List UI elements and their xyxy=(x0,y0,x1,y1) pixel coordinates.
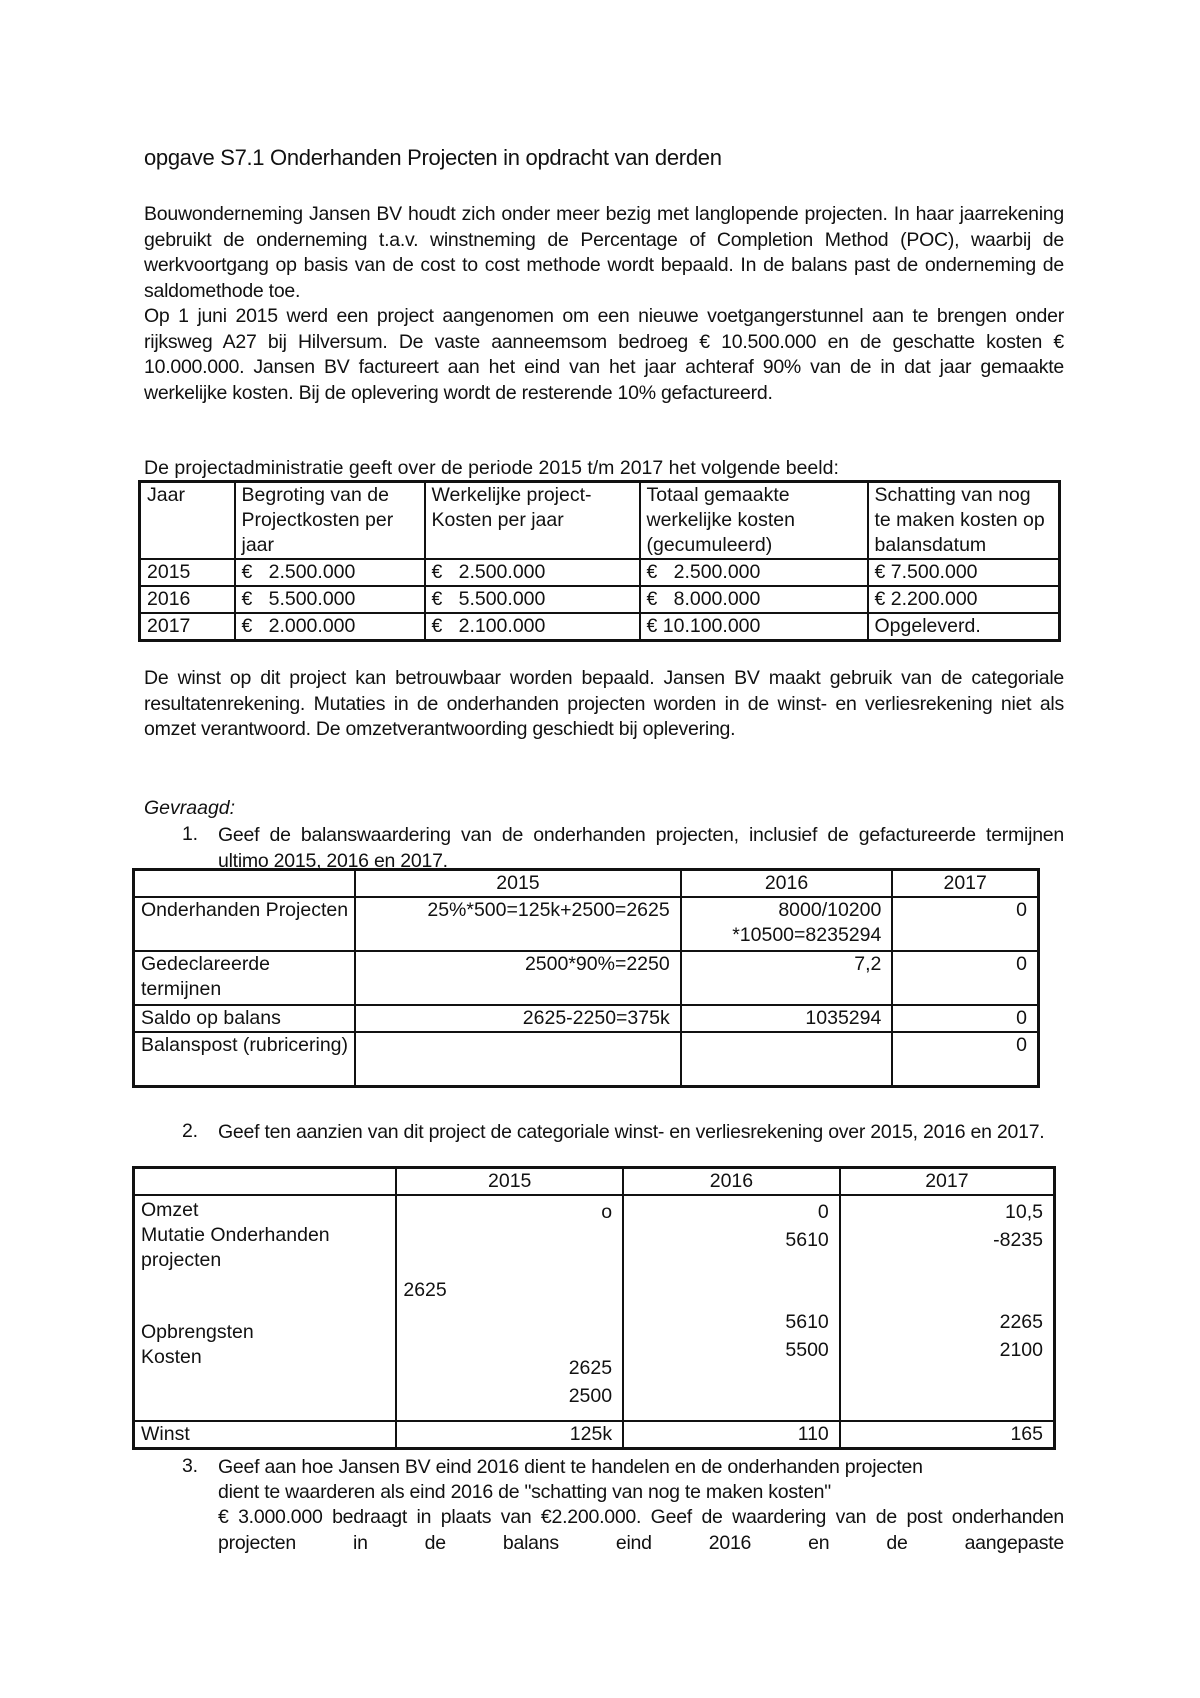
table-row xyxy=(134,897,1039,951)
cell-2016: 7,2 xyxy=(681,951,893,1005)
value-omzet: 10,5 xyxy=(1005,1201,1043,1223)
label-winst: Winst xyxy=(134,1421,397,1449)
winst-2015: 125k xyxy=(396,1421,623,1449)
balance-table xyxy=(132,868,1040,1088)
label-mutatie: Mutatie Onderhanden xyxy=(141,1224,330,1246)
value-omzet: 0 xyxy=(817,1201,829,1223)
table-row-winst xyxy=(134,1421,1055,1449)
table-intro: De projectadministratie geeft over de periode 2015 t/m 2017 het volgende beeld: xyxy=(144,457,839,479)
label-kosten: Kosten xyxy=(141,1346,202,1368)
header-werkelijke: Werkelijke project- Kosten per jaar xyxy=(425,482,640,560)
col-2016 xyxy=(623,1195,840,1421)
table-header-row xyxy=(134,1168,1055,1196)
value-kosten: 5500 xyxy=(785,1339,829,1361)
cell-2016-line-2: *10500=8235294 xyxy=(732,924,882,946)
value-mutatie: 2625 xyxy=(403,1279,447,1301)
value-opbrengsten: 5610 xyxy=(785,1311,829,1333)
method-paragraph: De winst op dit project kan betrouwbaar worden bepaald. Jansen BV maakt gebruik van de categoriale resultatenrekening. Mutaties in de onderhanden projecten worden in de winst- en verliesrekening niet als omzet verantwoord. De omzetverantwoording geschiedt bij oplevering. xyxy=(144,667,1064,740)
question-2-text: Geef ten aanzien van dit project de categoriale winst- en verliesrekening over 2015, 2016 en 2017. xyxy=(218,1121,1045,1143)
cell-2015: 2625-2250=375k xyxy=(355,1005,681,1032)
cell-2016 xyxy=(681,897,893,951)
header-2015: 2015 xyxy=(355,870,681,898)
cell-werkelijke: € 5.500.000 xyxy=(425,586,640,613)
header-empty xyxy=(134,870,356,898)
value-kosten: 2100 xyxy=(999,1339,1043,1361)
header-2016: 2016 xyxy=(623,1168,840,1196)
value-mutatie: -8235 xyxy=(993,1229,1043,1251)
table-row xyxy=(134,951,1039,1005)
cell-2017: 0 xyxy=(892,1032,1038,1086)
cell-schatting: Opgeleverd. xyxy=(868,613,1060,641)
table-header-row xyxy=(140,482,1060,560)
row-label: Balanspost (rubricering) xyxy=(134,1032,356,1086)
project-table xyxy=(138,480,1061,642)
page-title: opgave S7.1 Onderhanden Projecten in opdracht van derden xyxy=(144,145,722,170)
cell-year: 2016 xyxy=(140,586,235,613)
question-3-line-2: dient te waarderen als eind 2016 de "schatting van nog te maken kosten" xyxy=(218,1481,831,1503)
value-omzet: o xyxy=(601,1201,613,1223)
header-2017: 2017 xyxy=(840,1168,1055,1196)
intro-paragraph: Bouwonderneming Jansen BV houdt zich onder meer bezig met langlopende projecten. In haar jaarrekening gebruikt de onderneming t.a.v. winstneming de Percentage of Completion Method (POC), waarbij de werkvoortgang op basis van de cost to cost methode wordt bepaald. In de balans past de onderneming de saldomethode toe. xyxy=(144,203,1064,302)
row-label: Gedeclareerde termijnen xyxy=(134,951,356,1005)
table-header-row xyxy=(134,870,1039,898)
cell-werkelijke: € 2.100.000 xyxy=(425,613,640,641)
cell-begroting: € 5.500.000 xyxy=(235,586,425,613)
header-jaar: Jaar xyxy=(140,482,235,560)
header-2015: 2015 xyxy=(396,1168,623,1196)
header-2017: 2017 xyxy=(892,870,1038,898)
col-2015 xyxy=(396,1195,623,1421)
cell-werkelijke: € 2.500.000 xyxy=(425,559,640,586)
label-opbrengsten: Opbrengsten xyxy=(141,1321,254,1343)
cell-2016: 1035294 xyxy=(681,1005,893,1032)
profit-loss-table xyxy=(132,1166,1056,1450)
cell-year: 2017 xyxy=(140,613,235,641)
cell-totaal: € 10.100.000 xyxy=(640,613,868,641)
cell-2016-line-1: 8000/10200 xyxy=(778,899,882,921)
winst-2016: 110 xyxy=(623,1421,840,1449)
question-1-number: 1. xyxy=(182,823,198,845)
label-omzet: Omzet xyxy=(141,1199,199,1221)
header-schatting: Schatting van nog te maken kosten op balansdatum xyxy=(868,482,1060,560)
table-row xyxy=(134,1032,1039,1086)
header-begroting: Begroting van de Projectkosten per jaar xyxy=(235,482,425,560)
question-3-number: 3. xyxy=(182,1455,198,1477)
value-opbrengsten: 2265 xyxy=(999,1311,1043,1333)
table-row xyxy=(134,1195,1055,1421)
label-projecten: projecten xyxy=(141,1249,222,1271)
cell-2017: 0 xyxy=(892,1005,1038,1032)
header-empty xyxy=(134,1168,397,1196)
col-2017 xyxy=(840,1195,1055,1421)
project-paragraph: Op 1 juni 2015 werd een project aangenomen om een nieuwe voetgangerstunnel aan te brengen onder rijksweg A27 bij Hilversum. De vaste aanneemsom bedroeg € 10.500.000 en de geschatte kosten € 10.000.000. Jansen BV factureert aan het eind van het jaar achteraf 90% van de in dat jaar gemaakte werkelijke kosten. Bij de oplevering wordt de resterende 10% gefactureerd. xyxy=(144,305,1064,404)
row-labels xyxy=(134,1195,397,1421)
cell-2015: 2500*90%=2250 xyxy=(355,951,681,1005)
table-row xyxy=(134,1005,1039,1032)
row-label: Onderhanden Projecten xyxy=(134,897,356,951)
row-label: Saldo op balans xyxy=(134,1005,356,1032)
value-mutatie: 5610 xyxy=(785,1229,829,1251)
winst-2017: 165 xyxy=(840,1421,1055,1449)
header-totaal: Totaal gemaakte werkelijke kosten (gecumuleerd) xyxy=(640,482,868,560)
cell-2015 xyxy=(355,1032,681,1086)
question-2-number: 2. xyxy=(182,1120,198,1142)
cell-year: 2015 xyxy=(140,559,235,586)
cell-2015: 25%*500=125k+2500=2625 xyxy=(355,897,681,951)
cell-begroting: € 2.500.000 xyxy=(235,559,425,586)
cell-schatting: € 7.500.000 xyxy=(868,559,1060,586)
cell-begroting: € 2.000.000 xyxy=(235,613,425,641)
asked-label: Gevraagd: xyxy=(144,797,236,819)
table-row xyxy=(140,613,1060,641)
header-2016: 2016 xyxy=(681,870,893,898)
table-row xyxy=(140,559,1060,586)
cell-2017: 0 xyxy=(892,897,1038,951)
question-3-line-1: Geef aan hoe Jansen BV eind 2016 dient te handelen en de onderhanden projecten xyxy=(218,1456,923,1478)
cell-2017: 0 xyxy=(892,951,1038,1005)
cell-totaal: € 2.500.000 xyxy=(640,559,868,586)
question-3-line-3: € 3.000.000 bedraagt in plaats van €2.200.000. Geef de waardering van de post onderhanden projecten in de balans eind 2016 en de aangepaste xyxy=(218,1506,1064,1554)
question-1-text: Geef de balanswaardering van de onderhanden projecten, inclusief de gefactureerde termijnen ultimo 2015, 2016 en 2017. xyxy=(218,824,1064,872)
cell-2016 xyxy=(681,1032,893,1086)
cell-schatting: € 2.200.000 xyxy=(868,586,1060,613)
cell-totaal: € 8.000.000 xyxy=(640,586,868,613)
value-opbrengsten: 2625 xyxy=(568,1357,613,1379)
table-row xyxy=(140,586,1060,613)
value-kosten: 2500 xyxy=(568,1385,613,1407)
